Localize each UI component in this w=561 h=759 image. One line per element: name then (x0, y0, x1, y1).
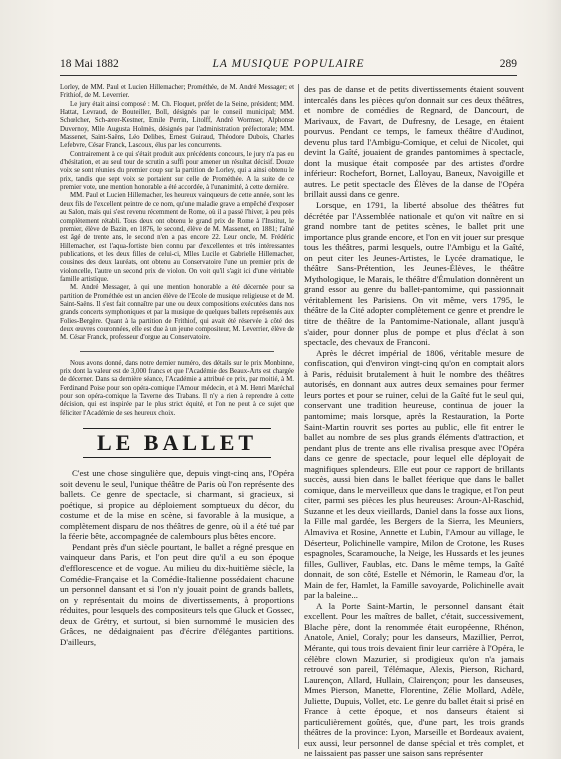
paragraph: M. André Messager, à qui une mention honorable a été décernée pour sa partition de Prométhée est un ancien élève de l'Ecole de musique religieuse et de M. Saint-Saëns. Il s'est fait connaître par une ou deux compositions exécutées dans nos grands concerts symphoniques et par la musique de quelques ballets représentés aux Folies-Bergère. Quant à la partition de Frithiof, qui avait été réservée à côté des deux œuvres couronnées, elle est due à un jeune compositeur, M. Leverrier, élève de M. César Franck, professeur d'orgue au Conservatoire. (60, 284, 294, 342)
page-edge-shadow (545, 0, 561, 759)
header-title: LA MUSIQUE POPULAIRE (212, 58, 365, 70)
paragraph: Le jury était ainsi composé : M. Ch. Floquet, préfet de la Seine, président; MM. Hattat, Levraud, de Bouteiller, Boll, désignés par le conseil municipal; MM. Schœlcher, Sch-ærer-Kestner, Emile Perrin, Litolff, André Wormser, Alphonse Duvernoy, Mlle Augusta Holmès, désignés par l'administration préfectorale; MM. Massenet, Saint-Saëns, Léo Delibes, Ernest Guiraud, Théodore Dubois, Charles Lefebvre, César Franck, Lascoux, élus par les concurrents. (60, 100, 294, 150)
page-number: 289 (499, 58, 517, 70)
monbinne-notice (60, 360, 294, 418)
paragraph: Contrairement à ce qui s'était produit aux précédents concours, le jury n'a pas eu d'hésitation, et au seul tour de scrutin a suffi pour amener un résultat décisif. Douze voix se sont réunies du premier coup sur la partition de Lorley, qui a ainsi obtenu le prix, tandis que sept voix se portaient sur celle de Prométhée. A la suite de ce premier vote, une mention honorable a été accordée, à l'unanimité, à cette dernière. (60, 150, 294, 192)
right-column (304, 84, 524, 759)
paragraph: Lorley, de MM. Paul et Lucien Hillemacher; Prométhée, de M. André Messager; et Frithiof, de M. Leverrier. (60, 84, 294, 100)
divider (80, 351, 274, 352)
header-date: 18 Mai 1882 (60, 58, 119, 70)
section-heading (60, 428, 294, 458)
page-header (60, 58, 517, 76)
paragraph: A la Porte Saint-Martin, le personnel dansant était excellent. Pour les maîtres de ballet, c'était, successivement, Blache père, dont la renommée était européenne, Rhénon, Anatole, Aniel, Coraly; pour les danseurs, Mazillier, Perrot, Mérante, qui tous trois devaient finir leur carrière à l'Opéra, le célèbre clown Mazurier, si prodigieux qu'on n'a jamais retrouvé son pareil, Télémaque, Alexis, Pierson, Richard, Laurençon, Allard, Hullain, Clairençon; pour les danseuses, Mmes Pierson, Manette, Florentine, Zélie Mollard, Adèle, Juliette, Dupuis, Vollet, etc. Le genre du ballet était si prisé en France à cette époque, et nos danseurs étaient si particulièrement goûtés, que, d'une part, les trois grands théâtres de la province: Lyon, Marseille et Bordeaux avaient, eux aussi, leur personnel de danse spécial et très complet, et ne laissaient pas passer une saison sans représenter (304, 600, 524, 759)
paragraph: C'est une chose singulière que, depuis vingt-cinq ans, l'Opéra soit devenu le seul, l'unique théâtre de Paris où l'on représente des ballets. Ce genre de spectacle, si charmant, si gracieux, si poétique, si propice au déploiement somptueux du décor, du costume et de la mise en scène, si favorable à la musique, a complètement disparu de nos théâtres de genre, où il a été tué par la féerie bête, accompagnée de calembours plus bêtes encore. (60, 468, 294, 542)
ballet-article-continued (304, 84, 524, 759)
jury-report (60, 84, 294, 343)
ballet-article-start (60, 468, 294, 647)
paragraph: MM. Paul et Lucien Hillemacher, les heureux vainqueurs de cette année, sont les deux fils de l'excellent peintre de ce nom, qu'une maladie grave a empêché d'exposer au Salon, mais qui s'est revenu récemment de Rome, où il a passé l'hiver, à peu près complètement rétabli. Tous deux ont obtenu le grand prix de Rome à l'Institut, le premier, élève de Bazin, en 1876, le second, élève de M. Massenet, en 1881; l'aîné est âgé de trente ans, le second n'en a pas encore 22. Leur oncle, M. Frédéric Hillemacher, est l'aqua-fortiste bien connu par d'excellentes et très intéressantes publications, et les deux filles de celui-ci, Mlles Lucile et Gabrielle Hillemacher, cousines des deux lauréats, ont obtenu au Conservatoire l'une un premier prix de violoncelle, l'autre un second prix de violon. On voit qu'il s'agit ici d'une véritable famille artistique. (60, 192, 294, 283)
paragraph: Pendant près d'un siècle pourtant, le ballet a régné presque en vainqueur dans Paris, et l'on peut dire qu'il a eu son époque d'efflorescence et de vogue. Au milieu du dix-huitième siècle, la Comédie-Française et la Comédie-Italienne possédaient chacune un personnel dansant et si l'on n'y jouait point de grands ballets, on y représentait du moins de divertissements, à proportions réduites, pour lesquels des compositeurs tels que Gluck et Gossec, deux de Grétry, et surtout, si bien surnommé le musicien des Grâces, ne dédaignaient pas d'écrire d'élégantes partitions. D'ailleurs, (60, 541, 294, 647)
paragraph: Nous avons donné, dans notre dernier numéro, des détails sur le prix Monbinne, prix dont la valeur est de 3,000 francs et que l'Académie des Beaux-Arts est chargée de décerner. Dans sa dernière séance, l'Académie a attribué ce prix, par moitié, à M. Ferdinand Poise pour son opéra-comique l'Amour médecin, et à M. Henri Maréchal pour son opéra-comique la Taverne des Trabans. Il n'y a rien à reprendre à cette décision, qui est inspirée par le plus strict équité, et l'on ne peut à ce sujet que féliciter l'Académie de ses heureux choix. (60, 359, 294, 417)
paragraph: des pas de danse et de petits divertissements étaient souvent intercalés dans les pièces qu'on donnait sur ces deux théâtres, et nombre de comédies de Regnard, de Dancourt, de Marivaux, de Favart, de Dufresny, de Lesage, en étaient pourvus. Pendant ce temps, le fameux théâtre d'Audinot, devenu plus tard l'Ambigu-Comique, et celui de Nicolet, qui devint la Gaîté, jouaient de grandes pantomimes à spectacle, dont la musique était composée par des artistes d'ordre inférieur: Rochefort, Bornet, Lalloyau, Baneux, Navoigille et autres. Le petit spectacle des Élèves de la danse de l'Opéra brillait aussi dans ce genre. (304, 84, 524, 200)
header-rule (60, 75, 517, 76)
section-title: LE BALLET (83, 428, 271, 458)
paragraph: Lorsque, en 1791, la liberté absolue des théâtres fut décrétée par l'Assemblée nationale et qu'on vit naître en si grand nombre tant de petites scènes, le ballet prit une importance plus grande encore, et l'on en vit jouer sur presque tous les théâtres, parmi lesquels, outre l'Ambigu et la Gaîté, on peut citer les Jeunes-Artistes, le Lycée dramatique, le théâtre Sans-Prétention, les Jeunes-Élèves, le théâtre Mythologique, le Marais, le théâtre d'Émulation donnèrent un grand essor au genre du ballet-pantomime, qui passionnait véritablement les Parisiens. On vit même, vers 1795, le théâtre de la Cité adopter complètement ce genre et prendre le titre de théâtre de la Pantomime-Nationale, allant jusqu'à s'aider, pour donner plus de pompe et plus d'éclat à son spectacle, des chevaux de Franconi. (304, 200, 524, 348)
left-column (60, 84, 299, 749)
paragraph: Après le décret impérial de 1806, véritable mesure de confiscation, qui d'environ vingt-cinq qu'on en comptait alors à Paris, réduisit brutalement à huit le nombre des théâtres autorisés, en donnant aux autres deux semaines pour fermer leurs portes et pour se ruiner, celui de la Gaîté fut le seul qui, conservant une tradition heureuse, continua de jouer la pantomime; mais lorsque, après la Restauration, la Porte Saint-Martin rouvrit ses portes au public, elle fit entrer le ballet au nombre de ses plus grands éléments d'attraction, et pendant plus de trente ans elle rivalisa presque avec l'Opéra dans ce genre de spectacle, pour lequel elle déployait de magnifiques splendeurs. Elle eut pour ce rapport de brillants succès, aussi bien dans le ballet féerique que dans le ballet comique, dans le merveilleux que dans le tragique, et l'on peut citer, parmi ses pièces les plus heureuses: Aroun-Al-Raschid, Suzanne et les deux vieillards, Daniel dans la fosse aux lions, la Fille mal gardée, les Bergers de la Sierra, les Meuniers, Almaviva et Rosine, Annette et Lubin, l'Amour au village, le Déserteur, Polichinelle vampire, Milon de Crotone, les Ruses espagnoles, Scaramouche, la Neige, les Hussards et les jeunes filles, Gulliver, Faublas, etc. Dans le même temps, la Gaîté donnait, de son côté, Estelle et Némorin, le Rameau d'or, la Main de fer, Hamlet, la Famille savoyarde, Polichinelle avait par la baleine... (304, 347, 524, 601)
